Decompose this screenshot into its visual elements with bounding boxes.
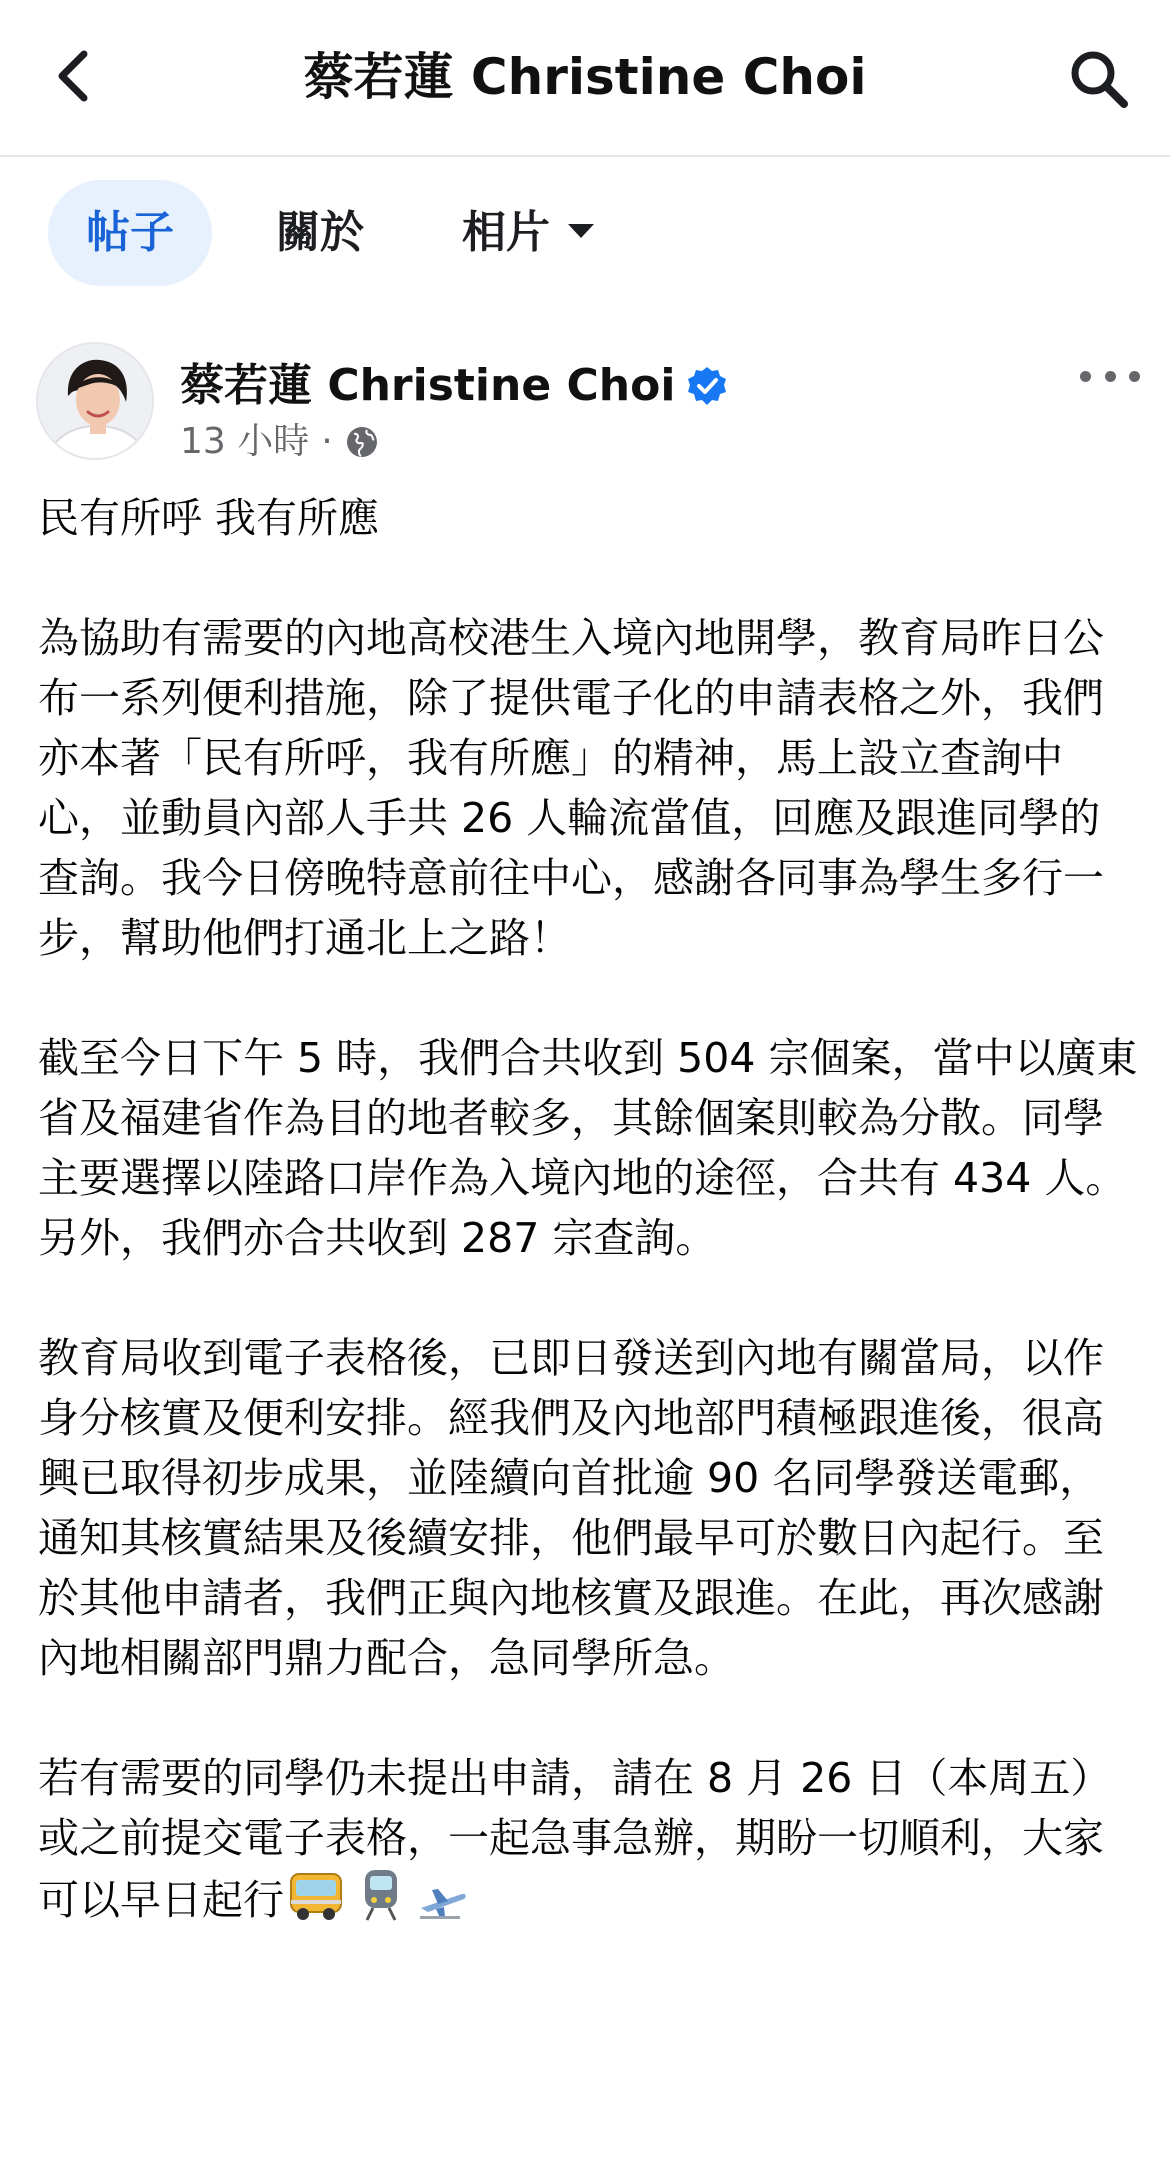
emoji-group bbox=[288, 1868, 468, 1938]
more-dot-icon bbox=[1080, 371, 1091, 382]
post-paragraph: 若有需要的同學仍未提出申請，請在 8 月 26 日（本周五）或之前提交電子表格，一起急事急辦，期盼一切順利，大家可以早日起行 bbox=[38, 1754, 1112, 1924]
avatar[interactable] bbox=[36, 342, 154, 460]
post-paragraph: 為協助有需要的內地高校港生入境內地開學，教育局昨日公布一系列便利措施，除了提供電子化的申請表格之外，我們亦本著「民有所呼，我有所應」的精神，馬上設立查詢中心，並動員內部人手共 26 人輪流當值，回應及跟進同學的查詢。我今日傍晚特意前往中心，感謝各同事為學生多行一步，幫助他們打通北上之路！ bbox=[38, 614, 1104, 962]
caret-down-icon bbox=[568, 224, 594, 238]
meta-separator: · bbox=[321, 421, 333, 462]
more-dot-icon bbox=[1105, 371, 1116, 382]
more-dot-icon bbox=[1129, 371, 1140, 382]
post-meta bbox=[180, 418, 379, 466]
tab-photos[interactable] bbox=[440, 180, 642, 286]
chevron-left-icon bbox=[54, 50, 94, 102]
post-paragraph: 截至今日下午 5 時，我們合共收到 504 宗個案，當中以廣東省及福建省作為目的地者較多，其餘個案則較為分散。同學主要選擇以陸路口岸作為入境內地的途徑，合共有 434 人。另外，我們亦合共收到 287 宗查詢。 bbox=[38, 1034, 1138, 1262]
back-button[interactable] bbox=[44, 46, 104, 106]
verified-badge-icon bbox=[687, 366, 727, 406]
post-paragraph: 教育局收到電子表格後，已即日發送到內地有關當局，以作身分核實及便利安排。經我們及內地部門積極跟進後，很高興已取得初步成果，並陸續向首批逾 90 名同學發送電郵，通知其核實結果及後續安排，他們最早可於數日內起行。至於其他申請者，我們正與內地核實及跟進。在此，再次感謝內地相關部門鼎力配合，急同學所急。 bbox=[38, 1334, 1104, 1682]
post-author-name: 蔡若蓮 Christine Choi bbox=[180, 360, 676, 411]
search-icon bbox=[1068, 48, 1130, 110]
bus-emoji bbox=[288, 1870, 344, 1922]
tab-about[interactable]: 關於 bbox=[276, 207, 364, 258]
tab-posts[interactable]: 帖子 bbox=[48, 180, 212, 286]
page-title: 蔡若蓮 Christine Choi bbox=[303, 48, 867, 106]
post-paragraph: 民有所呼 我有所應 bbox=[38, 494, 380, 542]
globe-icon bbox=[345, 425, 379, 459]
top-app-bar bbox=[0, 0, 1170, 157]
page-tabs bbox=[0, 180, 1170, 290]
more-options-button[interactable] bbox=[1080, 356, 1140, 396]
post-header bbox=[0, 338, 1170, 468]
post-time[interactable]: 13 小時 bbox=[180, 421, 310, 462]
airplane-emoji bbox=[418, 1882, 468, 1922]
post-author[interactable] bbox=[180, 358, 727, 414]
post-paragraph-last bbox=[38, 1748, 1138, 1938]
train-emoji bbox=[357, 1868, 405, 1922]
search-button[interactable] bbox=[1066, 46, 1132, 112]
post-body bbox=[38, 488, 1138, 1938]
tab-photos-label: 相片 bbox=[462, 207, 550, 258]
avatar-portrait bbox=[38, 344, 154, 460]
